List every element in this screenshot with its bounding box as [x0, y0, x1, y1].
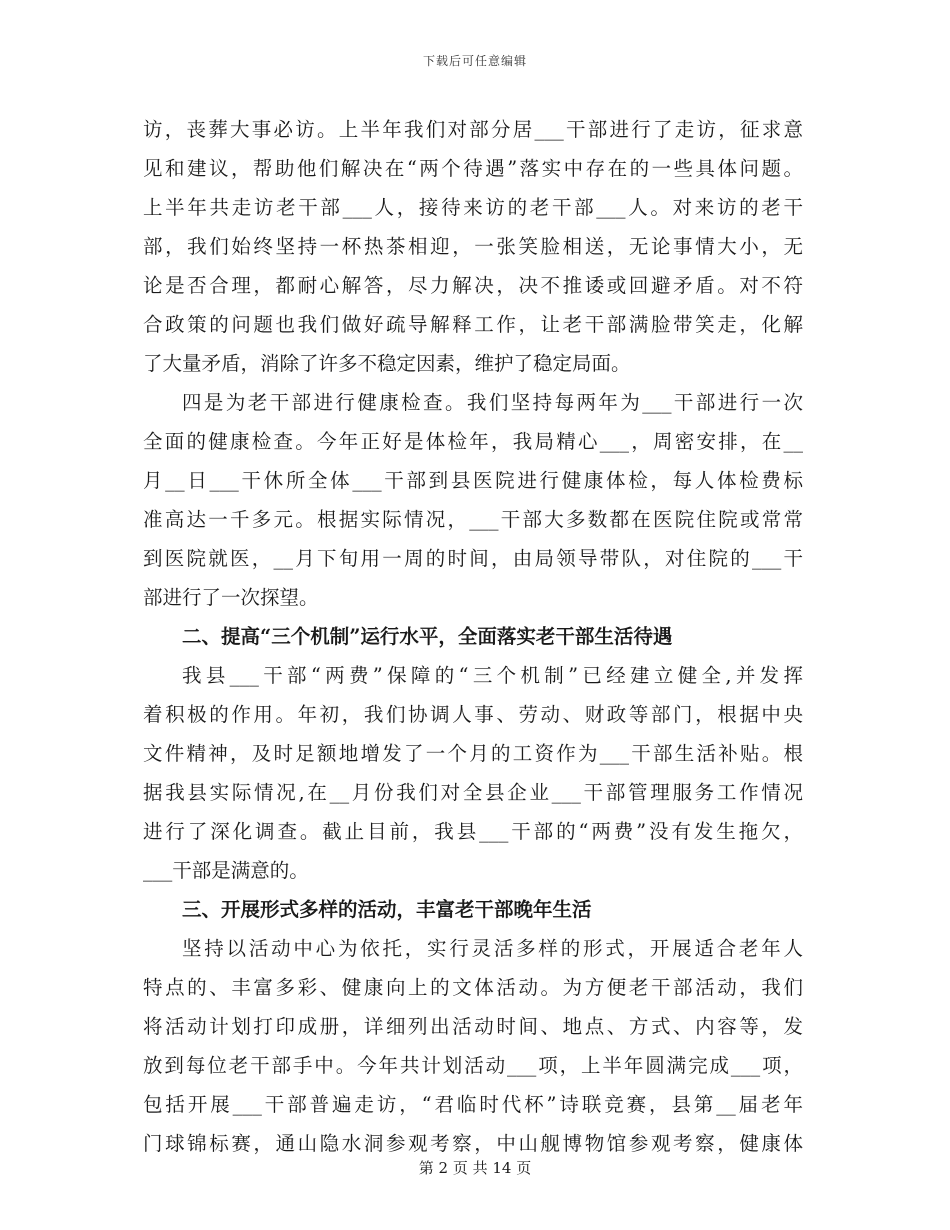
text-line: 放到每位老干部手中。今年共计划活动___项，上半年圆满完成___项，	[143, 1054, 803, 1077]
text-line: 坚持以活动中心为依托，实行灵活多样的形式，开展适合老年人	[182, 937, 803, 960]
text-line: 文件精神，及时足额地增发了一个月的工资作为___干部生活补贴。根	[143, 742, 803, 765]
text-line: 部，我们始终坚持一杯热茶相迎，一张笑脸相送，无论事情大小，无	[143, 235, 803, 258]
text-line: 合政策的问题也我们做好疏导解释工作，让老干部满脸带笑走，化解	[143, 313, 803, 336]
text-line: 全面的健康检查。今年正好是体检年，我局精心___，周密安排，在__	[143, 430, 803, 453]
text-line: 了大量矛盾，消除了许多不稳定因素，维护了稳定局面。	[143, 352, 631, 375]
text-line: 准高达一千多元。根据实际情况，___干部大多数都在医院住院或常常	[143, 508, 803, 531]
section-heading: 三、开展形式多样的活动，丰富老干部晚年生活	[182, 898, 592, 921]
text-line: 上半年共走访老干部___人，接待来访的老干部___人。对来访的老干	[143, 196, 803, 219]
text-line: 月__日___干休所全体___干部到县医院进行健康体检，每人体检费标	[143, 469, 803, 492]
text-line: 据我县实际情况,在__月份我们对全县企业___干部管理服务工作情况	[143, 781, 803, 804]
text-line: 着积极的作用。年初，我们协调人事、劳动、财政等部门，根据中央	[143, 703, 803, 726]
document-body	[143, 110, 803, 1163]
text-line: 四是为老干部进行健康检查。我们坚持每两年为___干部进行一次	[182, 391, 803, 414]
text-line: ___干部是满意的。	[143, 859, 309, 882]
text-line: 到医院就医，__月下旬用一周的时间，由局领导带队，对住院的___干	[143, 547, 803, 570]
text-line: 见和建议，帮助他们解决在“两个待遇”落实中存在的一些具体问题。	[143, 157, 803, 180]
text-line: 包括开展___干部普遍走访，“君临时代杯”诗联竞赛，县第__届老年	[143, 1093, 803, 1116]
text-line: 特点的、丰富多彩、健康向上的文体活动。为方便老干部活动，我们	[143, 976, 803, 999]
text-line: 门球锦标赛，通山隐水洞参观考察，中山舰博物馆参观考察，健康体	[143, 1132, 803, 1155]
text-line: 将活动计划打印成册，详细列出活动时间、地点、方式、内容等，发	[143, 1015, 803, 1038]
text-line: 部进行了一次探望。	[143, 586, 319, 609]
section-heading: 二、提高“三个机制”运行水平，全面落实老干部生活待遇	[182, 625, 673, 648]
text-line: 我县___干部“两费”保障的“三个机制”已经建立健全,并发挥	[182, 664, 803, 687]
header-note: 下载后可任意编辑	[422, 54, 527, 68]
text-line: 论是否合理，都耐心解答，尽力解决，决不推诿或回避矛盾。对不符	[143, 274, 803, 297]
page-footer: 第 2 页 共 14 页	[418, 1159, 532, 1177]
text-line: 访，丧葬大事必访。上半年我们对部分居___干部进行了走访，征求意	[143, 118, 803, 141]
text-line: 进行了深化调查。截止目前，我县___干部的“两费”没有发生拖欠，	[143, 820, 803, 843]
